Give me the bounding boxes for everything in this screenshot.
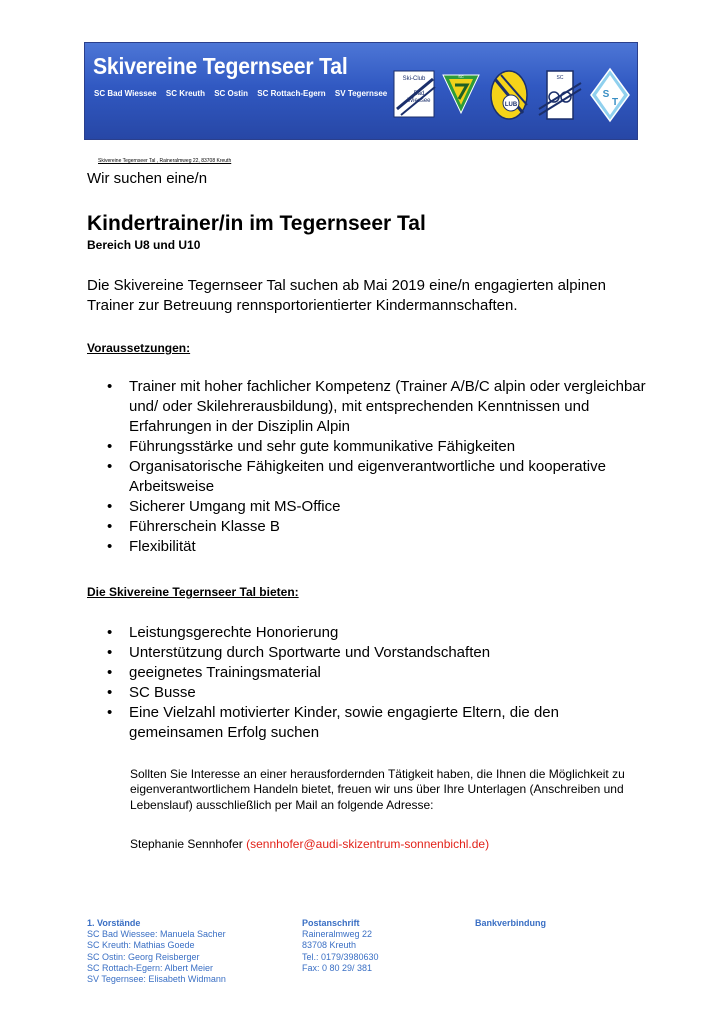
header-banner bbox=[84, 42, 638, 140]
sender-address-line: Skivereine Tegernseer Tal , Raineralmweg 22, 83708 Kreuth bbox=[98, 158, 232, 164]
club-name: SC Rottach-Egern bbox=[257, 89, 326, 98]
list-item: • Organisatorische Fähigkeiten und eigenverantwortliche und kooperative Arbeitsweise bbox=[87, 457, 647, 497]
lead-paragraph: Die Skivereine Tegernseer Tal suchen ab Mai 2019 eine/n engagierten alpinen Trainer zur Betreuung rennsportorientierter Kindermannschaften. bbox=[87, 277, 606, 314]
offers-list bbox=[87, 623, 647, 743]
subtitle: Bereich U8 und U10 bbox=[87, 238, 201, 252]
logo-text: T bbox=[611, 97, 619, 108]
list-item: • geeignetes Trainingsmaterial bbox=[87, 663, 647, 683]
page-title: Kindertrainer/in im Tegernseer Tal bbox=[87, 212, 426, 235]
banner-club-list bbox=[94, 89, 394, 98]
footer-line: SC Rottach-Egern: Albert Meier bbox=[87, 962, 214, 973]
footer-address bbox=[302, 918, 379, 974]
contact-line bbox=[130, 837, 489, 851]
requirements-heading: Voraussetzungen: bbox=[87, 341, 191, 355]
list-item: • Trainer mit hoher fachlicher Kompetenz (Trainer A/B/C alpin oder vergleichbar und/ oder Skilehrerausbildung), mit entsprechenden Kenntnissen und Erfahrungen in der Disziplin Alpin bbox=[87, 377, 647, 437]
list-item: • Flexibilität bbox=[87, 537, 647, 557]
list-item: • Unterstützung durch Sportwarte und Vorstandschaften bbox=[87, 643, 647, 663]
logo-text: SC bbox=[458, 74, 464, 79]
footer-line: SC Bad Wiessee: Manuela Sacher bbox=[87, 929, 226, 940]
club-name: SV Tegernsee bbox=[334, 89, 388, 98]
club-name: SC Ostin bbox=[214, 89, 248, 98]
offers-heading: Die Skivereine Tegernseer Tal bieten: bbox=[87, 585, 299, 599]
footer-board bbox=[87, 918, 226, 985]
list-item: • Sicherer Umgang mit MS-Office bbox=[87, 497, 647, 517]
footer-line: SV Tegernsee: Elisabeth Widmann bbox=[87, 974, 226, 985]
footer-line: Tel.: 0179/3980630 bbox=[302, 951, 379, 962]
footer-line: 83708 Kreuth bbox=[302, 940, 357, 951]
sc-ostin-logo bbox=[487, 69, 531, 123]
logo-text: S bbox=[602, 89, 610, 100]
list-item: • Eine Vielzahl motivierter Kinder, sowie engagierte Eltern, die den gemeinsamen Erfolg suchen bbox=[87, 703, 647, 743]
ski-club-bad-wiessee-logo bbox=[393, 69, 437, 121]
footer-heading: 1. Vorstände bbox=[87, 918, 141, 928]
footer-heading: Postanschrift bbox=[302, 918, 360, 928]
sc-rottach-egern-logo bbox=[537, 69, 583, 123]
footer-line: Raineralmweg 22 bbox=[302, 929, 373, 940]
list-item: • SC Busse bbox=[87, 683, 647, 703]
footer-line: Fax: 0 80 29/ 381 bbox=[302, 962, 373, 973]
footer-line: SC Kreuth: Mathias Goede bbox=[87, 940, 195, 951]
sv-tegernsee-logo bbox=[589, 67, 631, 123]
closing-paragraph: Sollten Sie Interesse an einer herausfordernden Tätigkeit haben, die Ihnen die Möglichkeit zu eigenverantwortlichem Handeln bietet, freuen wir uns über Ihre Unterlagen (Anschreiben und Lebenslauf) ausschließlich per Mail an folgende Adresse: bbox=[130, 767, 625, 812]
list-item: • Leistungsgerechte Honorierung bbox=[87, 623, 647, 643]
logo-text: Bad bbox=[413, 91, 425, 97]
logo-text: Ski-Club bbox=[402, 76, 426, 82]
list-item: • Führerschein Klasse B bbox=[87, 517, 647, 537]
contact-email-link[interactable]: (sennhofer@audi-skizentrum-sonnenbichl.de) bbox=[246, 837, 490, 851]
logo-text: LUB bbox=[504, 102, 518, 108]
intro-text: Wir suchen eine/n bbox=[87, 170, 208, 187]
banner-title: Skivereine Tegernseer Tal bbox=[93, 53, 348, 79]
footer-bank bbox=[475, 918, 546, 929]
club-name: SC Kreuth bbox=[165, 89, 205, 98]
club-name: SC Bad Wiessee bbox=[94, 89, 157, 98]
sc-kreuth-logo bbox=[441, 71, 481, 115]
requirements-list bbox=[87, 377, 647, 557]
logo-text: Wiessee bbox=[407, 98, 431, 104]
list-item: • Führungsstärke und sehr gute kommunikative Fähigkeiten bbox=[87, 437, 647, 457]
logo-text: SC bbox=[556, 75, 564, 81]
footer-line: SC Ostin: Georg Reisberger bbox=[87, 951, 200, 962]
footer-heading: Bankverbindung bbox=[475, 918, 547, 928]
contact-name: Stephanie Sennhofer bbox=[130, 837, 243, 851]
